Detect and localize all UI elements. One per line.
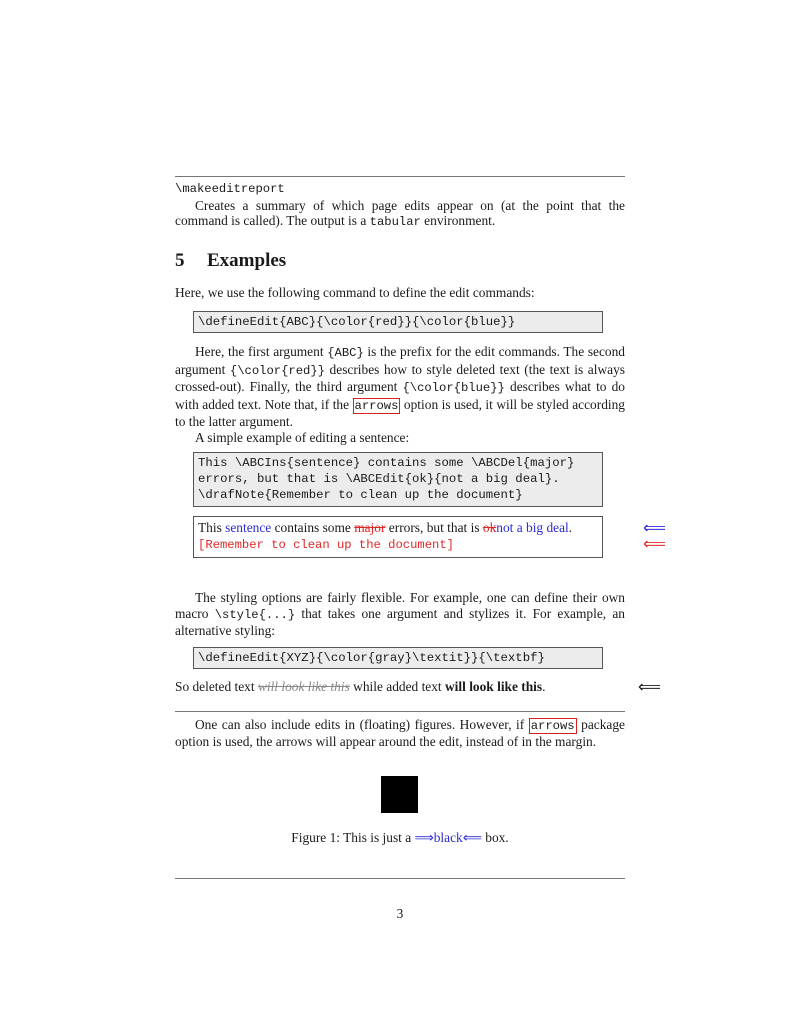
page-number: 3	[396, 906, 404, 921]
black-box-figure	[381, 776, 418, 813]
inserted-text: black	[433, 830, 463, 845]
styling-paragraph: The styling options are fairly flexible. For example, one can define their own macro \style{...} that takes one argument and stylizes it. For example, an alternative styling:	[175, 590, 625, 639]
separator-rule	[175, 878, 625, 879]
output-sentence: This sentence contains some major errors, but that is oknot a big deal. ⟸	[198, 517, 666, 537]
inserted-text: sentence	[225, 519, 272, 535]
explanation-paragraph: Here, the first argument {ABC} is the prefix for the edit commands. The second argument {\color{red}} describes how to style deleted text (the text is always crossed-out). Finally, the third argument {\color{blue}} describes what to do with added text. Note that, if the arrows option is used, it will be styled according to the latter argument.	[175, 344, 625, 430]
simple-example-intro: A simple example of editing a sentence:	[195, 429, 410, 445]
intro-paragraph: Here, we use the following command to define the edit commands:	[175, 285, 535, 300]
styled-output-line: So deleted text will look like this while added text will look like this. ⟸	[175, 677, 661, 697]
draft-note-line	[198, 534, 666, 554]
arg-red: {\color{red}}	[229, 363, 325, 378]
code-block-define-abc: \defineEdit{ABC}{\color{red}}{\color{blue}}	[193, 311, 603, 333]
section-title: Examples	[207, 250, 287, 271]
arrows-option-highlight: arrows	[354, 398, 399, 413]
arrows-option-highlight: arrows	[530, 718, 575, 733]
styling-body	[175, 590, 661, 750]
deleted-text: major	[354, 519, 386, 535]
inserted-text-bold: will look like this	[445, 679, 543, 695]
floating-paragraph: One can also include edits in (floating) figures. However, if arrows package option is used, the arrows will appear around the edit, instead of in the margin.	[175, 716, 625, 750]
section-number: 5	[175, 250, 185, 271]
arrow-right-icon: ⟹	[414, 830, 434, 845]
margin-arrow-note-icon: ⟸	[643, 534, 666, 554]
code-line: \drafNote{Remember to clean up the document}	[198, 488, 523, 503]
arg-blue: {\color{blue}}	[402, 381, 505, 396]
deleted-text-gray: will look like this	[257, 679, 350, 695]
examples-body	[175, 344, 666, 558]
command-name: \makeeditreport	[175, 182, 285, 196]
margin-arrow-icon: ⟸	[638, 677, 661, 697]
style-macro: \style{...}	[214, 607, 296, 622]
output-block-example	[193, 516, 666, 558]
makeeditreport-entry	[175, 182, 625, 231]
code-line: errors, but that is \ABCEdit{ok}{not a big deal}.	[198, 471, 560, 486]
tabular-keyword: tabular	[369, 215, 421, 230]
margin-arrow-insert-icon: ⟸	[643, 517, 666, 537]
deleted-text: ok	[482, 519, 497, 535]
figure-caption: Figure 1: This is just a ⟹black⟸ box.	[291, 830, 509, 845]
arg-abc: {ABC}	[327, 346, 364, 360]
separator-rule	[175, 176, 625, 177]
inserted-text: not a big deal	[496, 519, 569, 535]
code-block-example	[193, 452, 603, 507]
code-block-define-xyz: \defineEdit{XYZ}{\color{gray}\textit}}{\textbf}	[193, 647, 603, 669]
draft-note: [Remember to clean up the document]	[198, 538, 454, 553]
command-description: Creates a summary of which page edits appear on (at the point that the command is called). The output is a tabular environment.	[175, 197, 625, 230]
arrow-left-icon: ⟸	[462, 830, 482, 845]
separator-rule	[175, 711, 625, 712]
section-heading	[175, 250, 286, 272]
code-line: This \ABCIns{sentence} contains some \ABCDel{major}	[198, 455, 575, 470]
